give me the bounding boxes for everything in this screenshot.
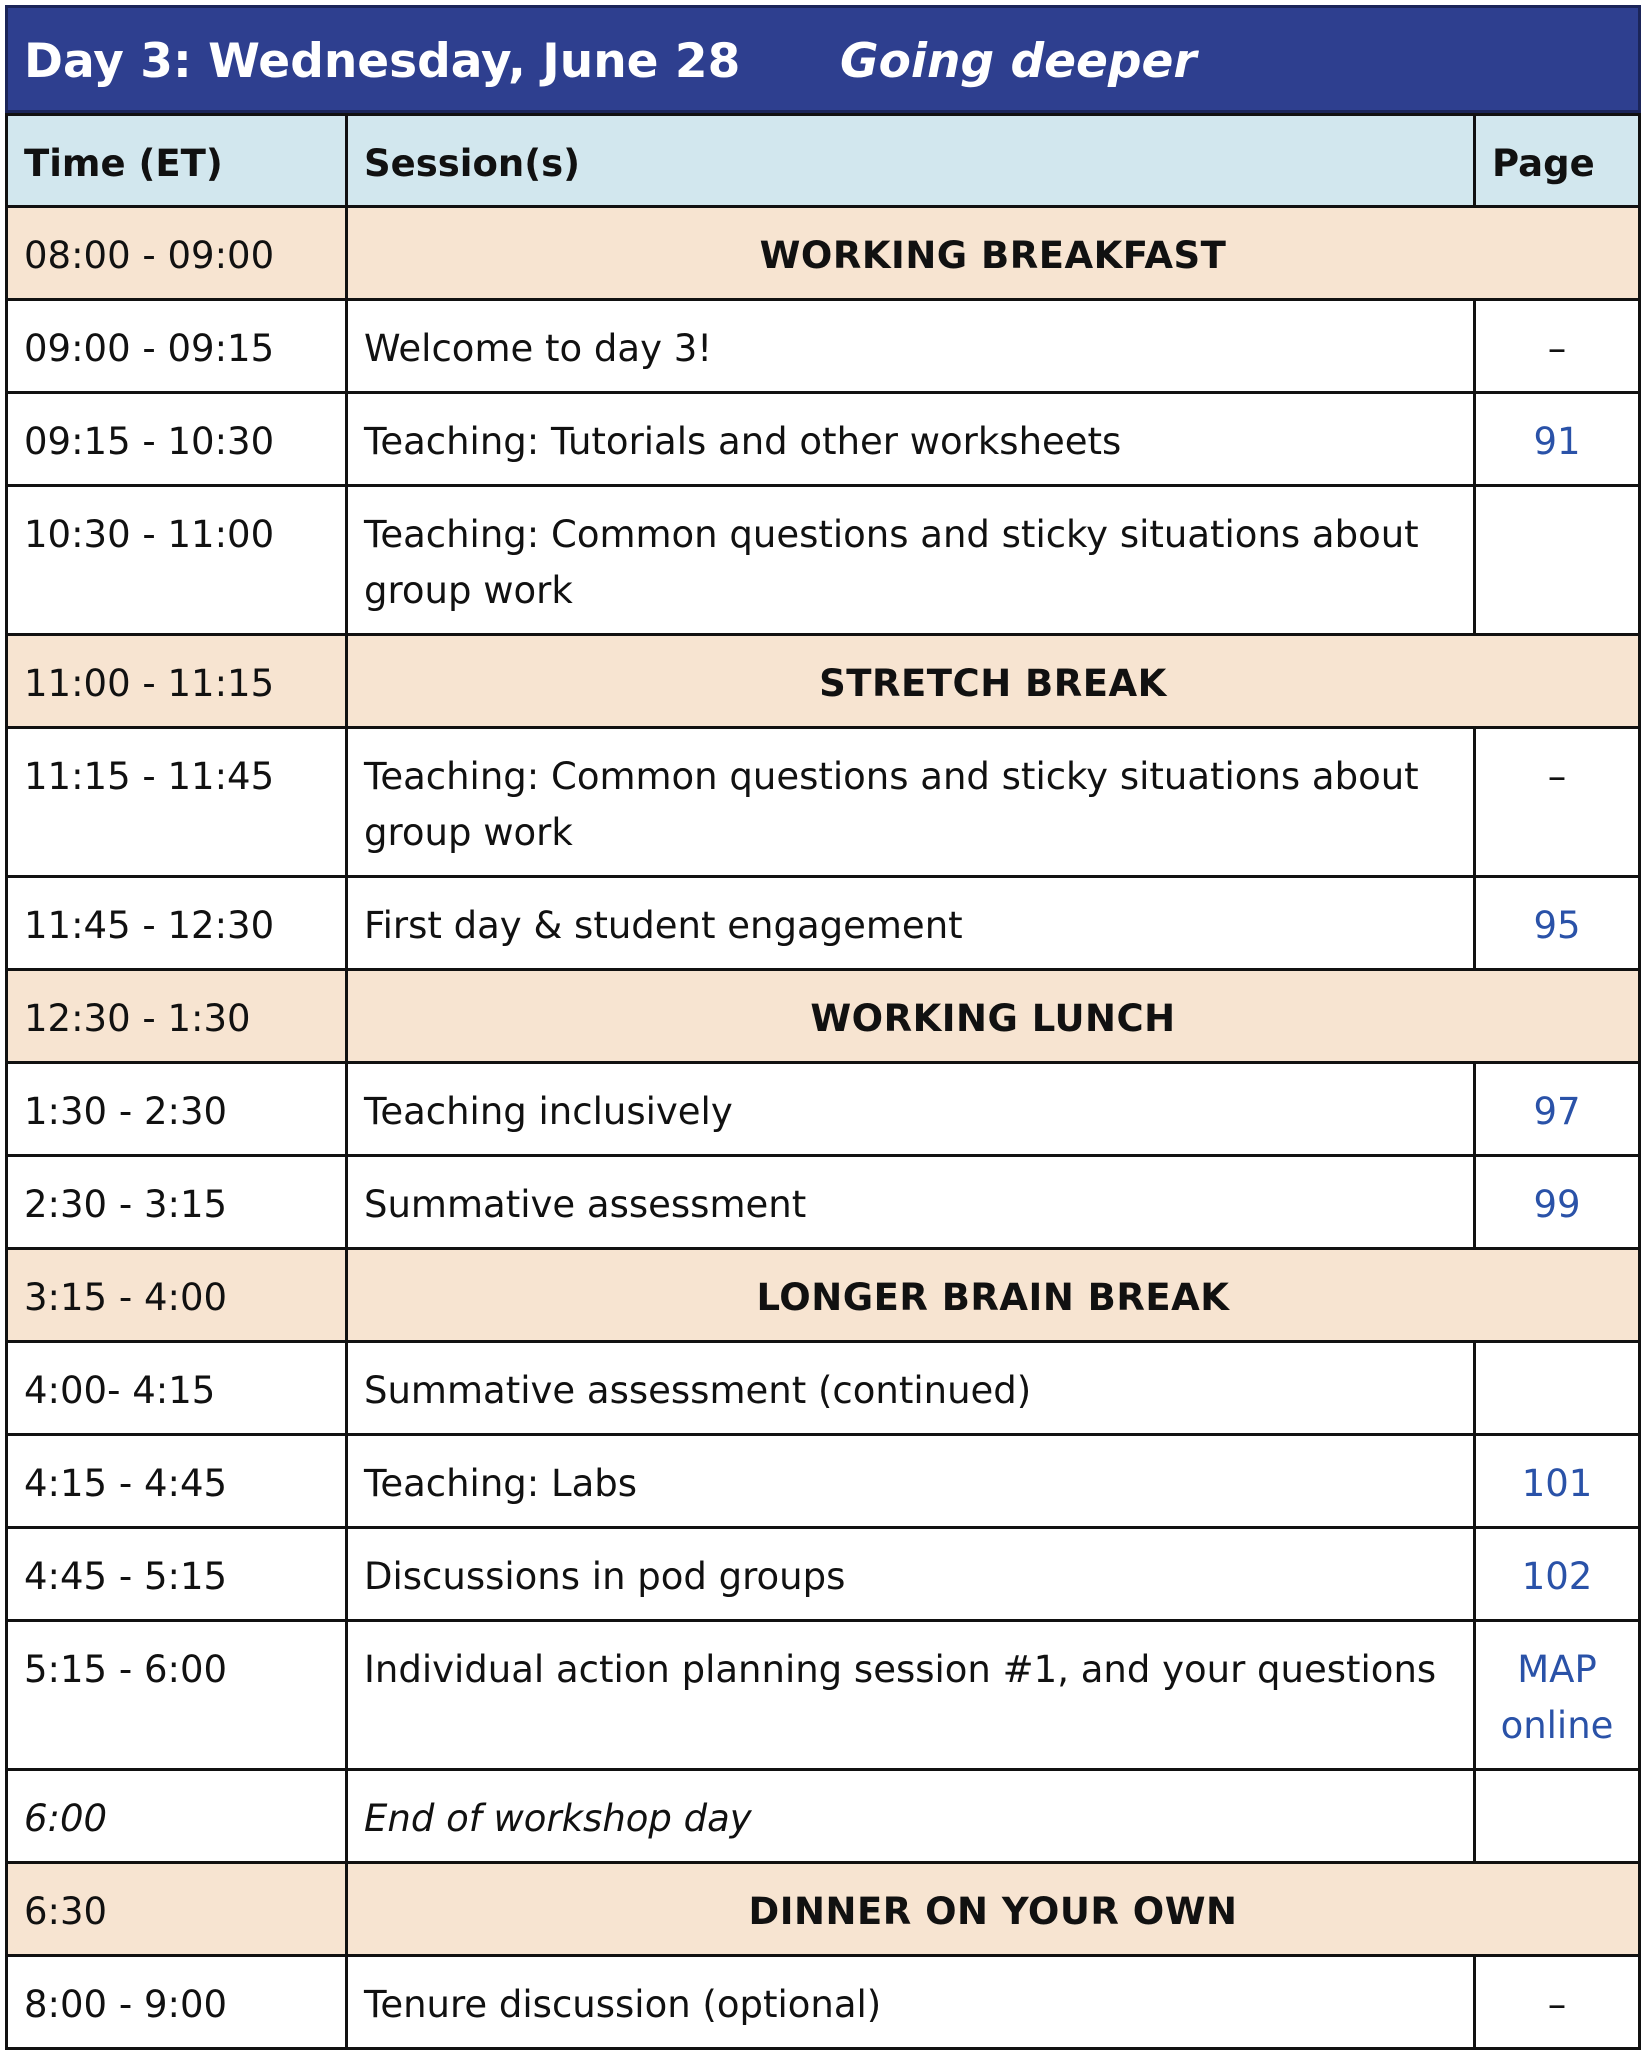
time-cell: 10:30 - 11:00 — [7, 486, 347, 635]
break-row — [7, 1249, 1640, 1342]
session-cell: Summative assessment — [347, 1156, 1475, 1249]
table-row — [7, 300, 1640, 393]
page-cell: – — [1475, 728, 1640, 877]
page-cell[interactable]: 95 — [1475, 877, 1640, 970]
column-header-time: Time (ET) — [7, 115, 347, 207]
session-cell: Summative assessment (continued) — [347, 1342, 1475, 1435]
table-row — [7, 1528, 1640, 1621]
page-cell — [1475, 1342, 1640, 1435]
time-cell: 12:30 - 1:30 — [7, 970, 347, 1063]
time-cell: 09:15 - 10:30 — [7, 393, 347, 486]
page-cell[interactable]: 97 — [1475, 1063, 1640, 1156]
session-cell: Welcome to day 3! — [347, 300, 1475, 393]
time-cell: 2:30 - 3:15 — [7, 1156, 347, 1249]
break-label: STRETCH BREAK — [347, 635, 1640, 728]
time-cell: 11:00 - 11:15 — [7, 635, 347, 728]
column-header-page: Page — [1475, 115, 1640, 207]
table-row — [7, 1063, 1640, 1156]
time-cell: 11:15 - 11:45 — [7, 728, 347, 877]
break-row — [7, 1863, 1640, 1956]
session-cell: End of workshop day — [347, 1770, 1475, 1863]
session-cell: Tenure discussion (optional) — [347, 1956, 1475, 2049]
break-row — [7, 207, 1640, 300]
break-label: WORKING LUNCH — [347, 970, 1640, 1063]
time-cell: 5:15 - 6:00 — [7, 1621, 347, 1770]
session-cell: Teaching: Common questions and sticky situations about group work — [347, 728, 1475, 877]
break-label: WORKING BREAKFAST — [347, 207, 1640, 300]
session-cell: First day & student engagement — [347, 877, 1475, 970]
table-row — [7, 393, 1640, 486]
time-cell: 3:15 - 4:00 — [7, 1249, 347, 1342]
table-row — [7, 1156, 1640, 1249]
session-cell: Individual action planning session #1, and your questions — [347, 1621, 1475, 1770]
column-header-session: Session(s) — [347, 115, 1475, 207]
session-cell: Teaching: Labs — [347, 1435, 1475, 1528]
time-cell: 8:00 - 9:00 — [7, 1956, 347, 2049]
time-cell: 08:00 - 09:00 — [7, 207, 347, 300]
break-label: DINNER ON YOUR OWN — [347, 1863, 1640, 1956]
page-cell[interactable]: MAP online — [1475, 1621, 1640, 1770]
day-theme: Going deeper — [840, 34, 1197, 89]
session-cell: Teaching inclusively — [347, 1063, 1475, 1156]
table-row — [7, 728, 1640, 877]
time-cell: 4:00- 4:15 — [7, 1342, 347, 1435]
time-cell: 11:45 - 12:30 — [7, 877, 347, 970]
schedule-table — [5, 113, 1641, 2050]
break-row — [7, 635, 1640, 728]
time-cell: 6:30 — [7, 1863, 347, 1956]
time-cell: 4:45 - 5:15 — [7, 1528, 347, 1621]
day-banner — [5, 5, 1641, 113]
page-cell: – — [1475, 1956, 1640, 2049]
page-cell[interactable]: 102 — [1475, 1528, 1640, 1621]
page-cell[interactable]: 99 — [1475, 1156, 1640, 1249]
break-row — [7, 970, 1640, 1063]
session-cell: Teaching: Common questions and sticky situations about group work — [347, 486, 1475, 635]
session-cell: Discussions in pod groups — [347, 1528, 1475, 1621]
table-row — [7, 1342, 1640, 1435]
table-row — [7, 1435, 1640, 1528]
schedule-sheet — [5, 5, 1641, 2050]
page-cell[interactable]: 101 — [1475, 1435, 1640, 1528]
page-cell — [1475, 486, 1640, 635]
header-row — [7, 115, 1640, 207]
time-cell: 6:00 — [7, 1770, 347, 1863]
session-cell: Teaching: Tutorials and other worksheets — [347, 393, 1475, 486]
page-cell — [1475, 1770, 1640, 1863]
time-cell: 09:00 - 09:15 — [7, 300, 347, 393]
page-cell[interactable]: 91 — [1475, 393, 1640, 486]
table-row — [7, 1621, 1640, 1770]
time-cell: 4:15 - 4:45 — [7, 1435, 347, 1528]
day-title: Day 3: Wednesday, June 28 — [24, 34, 741, 89]
table-row — [7, 1770, 1640, 1863]
time-cell: 1:30 - 2:30 — [7, 1063, 347, 1156]
table-row — [7, 1956, 1640, 2049]
break-label: LONGER BRAIN BREAK — [347, 1249, 1640, 1342]
page-cell: – — [1475, 300, 1640, 393]
table-row — [7, 877, 1640, 970]
table-row — [7, 486, 1640, 635]
